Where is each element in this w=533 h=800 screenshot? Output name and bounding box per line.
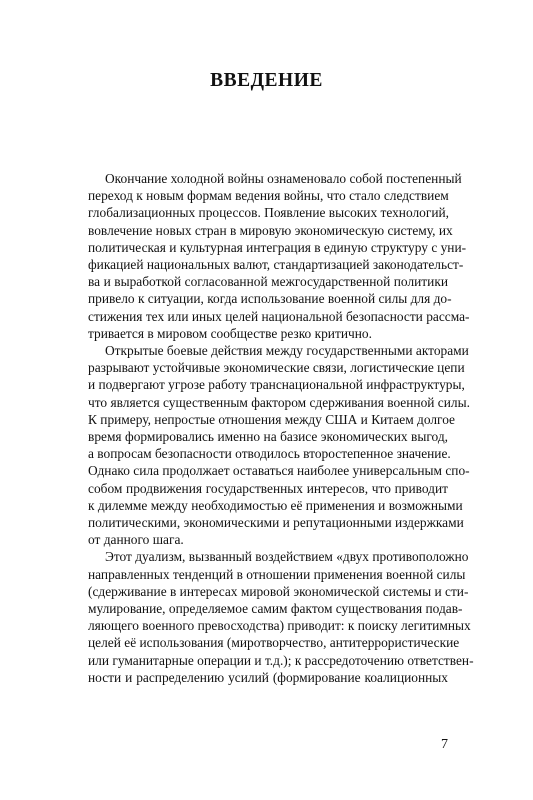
text-line: тривается в мировом сообществе резко критично. xyxy=(88,325,372,341)
text-line: глобализационных процессов. Появление высоких технологий, xyxy=(88,205,450,221)
text-line: что является существенным фактором сдерживания военной силы. xyxy=(88,394,470,410)
paragraph-3 xyxy=(88,548,474,686)
text-line: ляющего военного превосходства) приводит: к поиску легитимных xyxy=(88,618,471,634)
text-line: переход к новым формам ведения войны, что стало следствием xyxy=(88,188,449,204)
text-line: фикацией национальных валют, стандартизацией законодательст- xyxy=(88,257,464,273)
text-line: Окончание холодной войны ознаменовало собой постепенный xyxy=(105,171,462,186)
text-line: мулирование, определяемое самим фактом существования подав- xyxy=(88,601,463,617)
text-line: вовлечение новых стран в мировую экономическую систему, их xyxy=(88,222,453,238)
text-line: стижения тех или иных целей национальной безопасности рассма- xyxy=(88,308,470,324)
text-line: собом продвижения государственных интересов, что приводит xyxy=(88,480,448,496)
text-line: направленных тенденций в отношении применения военной силы xyxy=(88,566,466,582)
paragraph-2 xyxy=(88,342,470,548)
text-line: политическими, экономическими и репутационными издержками xyxy=(88,515,464,531)
text-line: Однако сила продолжает оставаться наиболее универсальным спо- xyxy=(88,463,470,479)
text-line: разрывают устойчивые экономические связи, логистические цепи xyxy=(88,360,465,376)
text-line: время формировались именно на базисе экономических выгод, xyxy=(88,429,448,445)
body-text xyxy=(88,170,474,686)
text-line: К примеру, непростые отношения между США и Китаем долгое xyxy=(88,411,455,427)
page-number: 7 xyxy=(441,737,448,752)
text-line: ва и выработкой согласованной межгосударственной политики xyxy=(88,274,448,290)
text-line: ности и распределению усилий (формирование коалиционных xyxy=(88,669,448,685)
text-line: Открытые боевые действия между государственными акторами xyxy=(105,343,469,359)
text-line: к дилемме между необходимостью её применения и возможными xyxy=(88,497,463,513)
text-line: от данного шага. xyxy=(88,532,184,548)
text-line: или гуманитарные операции и т.д.); к рассредоточению ответствен- xyxy=(88,652,474,668)
paragraph-1 xyxy=(88,170,470,342)
text-line: а вопросам безопасности отводилось второстепенное значение. xyxy=(88,446,451,462)
page-title: ВВЕДЕНИЕ xyxy=(210,70,323,91)
text-line: привело к ситуации, когда использование военной силы для до- xyxy=(88,291,452,307)
text-line: политическая и культурная интеграция в единую структуру с уни- xyxy=(88,239,467,255)
text-line: Этот дуализм, вызванный воздействием «двух противоположно xyxy=(105,549,469,565)
text-line: (сдерживание в интересах мировой экономической системы и сти- xyxy=(88,583,469,599)
text-line: целей её использования (миротворчество, антитеррористические xyxy=(88,635,460,651)
text-line: и подвергают угрозе работу транснациональной инфраструктуры, xyxy=(88,377,465,393)
